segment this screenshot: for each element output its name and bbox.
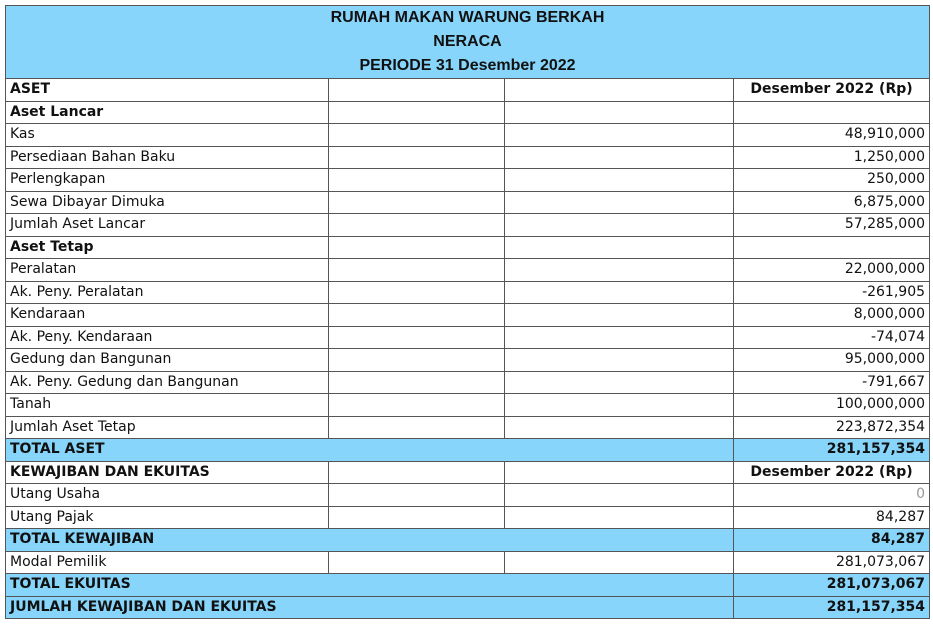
empty-cell[interactable] xyxy=(505,551,734,574)
empty-cell[interactable] xyxy=(329,349,505,372)
empty-cell[interactable] xyxy=(329,394,505,417)
row-value-cell[interactable]: 95,000,000 xyxy=(734,349,930,372)
empty-cell[interactable] xyxy=(505,304,734,327)
row-value-cell[interactable]: 57,285,000 xyxy=(734,214,930,237)
empty-cell[interactable] xyxy=(505,394,734,417)
title-row xyxy=(6,6,930,31)
empty-cell[interactable] xyxy=(505,506,734,529)
table-row xyxy=(6,349,930,372)
row-value-cell[interactable] xyxy=(734,236,930,259)
empty-cell[interactable] xyxy=(329,214,505,237)
row-label-cell[interactable]: Utang Pajak xyxy=(6,506,329,529)
table-row xyxy=(6,304,930,327)
row-label-cell[interactable]: Aset Tetap xyxy=(6,236,329,259)
empty-cell[interactable] xyxy=(329,461,505,484)
row-value-cell[interactable]: 6,875,000 xyxy=(734,191,930,214)
row-value-cell[interactable]: 22,000,000 xyxy=(734,259,930,282)
table-row xyxy=(6,169,930,192)
row-value-cell[interactable]: 281,073,067 xyxy=(734,551,930,574)
row-label-cell[interactable]: Ak. Peny. Kendaraan xyxy=(6,326,329,349)
table-row xyxy=(6,191,930,214)
total-row xyxy=(6,439,930,462)
empty-cell[interactable] xyxy=(505,349,734,372)
empty-cell[interactable] xyxy=(505,101,734,124)
section-row xyxy=(6,79,930,102)
empty-cell[interactable] xyxy=(505,214,734,237)
empty-cell[interactable] xyxy=(505,124,734,147)
row-value-cell[interactable]: 100,000,000 xyxy=(734,394,930,417)
row-value-cell[interactable]: 250,000 xyxy=(734,169,930,192)
empty-cell[interactable] xyxy=(505,236,734,259)
row-label-cell[interactable]: Jumlah Aset Lancar xyxy=(6,214,329,237)
total-row xyxy=(6,596,930,619)
total-row xyxy=(6,529,930,552)
table-row xyxy=(6,551,930,574)
row-label-cell[interactable]: Peralatan xyxy=(6,259,329,282)
row-value-cell[interactable]: -261,905 xyxy=(734,281,930,304)
empty-cell[interactable] xyxy=(505,326,734,349)
row-label-cell[interactable]: Ak. Peny. Gedung dan Bangunan xyxy=(6,371,329,394)
empty-cell[interactable] xyxy=(329,169,505,192)
title-row xyxy=(6,30,930,54)
empty-cell[interactable] xyxy=(329,484,505,507)
row-label-cell[interactable]: Persediaan Bahan Baku xyxy=(6,146,329,169)
row-label-cell[interactable]: ASET xyxy=(6,79,329,102)
table-row xyxy=(6,371,930,394)
table-row xyxy=(6,214,930,237)
empty-cell[interactable] xyxy=(329,506,505,529)
table-row xyxy=(6,394,930,417)
table-row xyxy=(6,416,930,439)
table-row xyxy=(6,124,930,147)
row-label-cell[interactable]: Kas xyxy=(6,124,329,147)
row-label-cell[interactable]: KEWAJIBAN DAN EKUITAS xyxy=(6,461,329,484)
empty-cell[interactable] xyxy=(505,416,734,439)
empty-cell[interactable] xyxy=(505,169,734,192)
row-value-cell[interactable]: 223,872,354 xyxy=(734,416,930,439)
row-value-cell[interactable]: 48,910,000 xyxy=(734,124,930,147)
row-value-cell[interactable]: Desember 2022 (Rp) xyxy=(734,461,930,484)
empty-cell[interactable] xyxy=(329,101,505,124)
empty-cell[interactable] xyxy=(329,551,505,574)
total-row xyxy=(6,574,930,597)
row-value-cell[interactable]: 0 xyxy=(734,484,930,507)
balance-sheet-table xyxy=(5,5,930,619)
empty-cell[interactable] xyxy=(505,371,734,394)
row-value-cell[interactable]: 8,000,000 xyxy=(734,304,930,327)
table-row xyxy=(6,259,930,282)
section-row xyxy=(6,101,930,124)
row-label-cell[interactable]: TOTAL KEWAJIBAN xyxy=(6,529,734,552)
row-label-cell[interactable]: TOTAL EKUITAS xyxy=(6,574,734,597)
empty-cell[interactable] xyxy=(329,304,505,327)
empty-cell[interactable] xyxy=(329,124,505,147)
row-value-cell[interactable]: 281,157,354 xyxy=(734,439,930,462)
title-row xyxy=(6,54,930,79)
empty-cell[interactable] xyxy=(329,146,505,169)
empty-cell[interactable] xyxy=(329,236,505,259)
row-label-cell[interactable]: Kendaraan xyxy=(6,304,329,327)
row-label-cell[interactable]: Utang Usaha xyxy=(6,484,329,507)
table-row xyxy=(6,326,930,349)
report-period: PERIODE 31 Desember 2022 xyxy=(6,54,930,79)
empty-cell[interactable] xyxy=(505,484,734,507)
empty-cell[interactable] xyxy=(505,259,734,282)
row-value-cell[interactable]: 1,250,000 xyxy=(734,146,930,169)
row-value-cell[interactable]: 84,287 xyxy=(734,506,930,529)
table-row xyxy=(6,146,930,169)
empty-cell[interactable] xyxy=(329,79,505,102)
empty-cell[interactable] xyxy=(329,259,505,282)
row-label-cell[interactable]: JUMLAH KEWAJIBAN DAN EKUITAS xyxy=(6,596,734,619)
row-label-cell[interactable]: Tanah xyxy=(6,394,329,417)
empty-cell[interactable] xyxy=(505,461,734,484)
empty-cell[interactable] xyxy=(505,191,734,214)
empty-cell[interactable] xyxy=(505,146,734,169)
row-label-cell[interactable]: Modal Pemilik xyxy=(6,551,329,574)
row-label-cell[interactable]: Ak. Peny. Peralatan xyxy=(6,281,329,304)
company-name: RUMAH MAKAN WARUNG BERKAH xyxy=(6,6,930,31)
empty-cell[interactable] xyxy=(329,281,505,304)
row-value-cell[interactable]: 281,157,354 xyxy=(734,596,930,619)
table-row xyxy=(6,484,930,507)
empty-cell[interactable] xyxy=(329,416,505,439)
report-title: NERACA xyxy=(6,30,930,54)
empty-cell[interactable] xyxy=(329,326,505,349)
row-label-cell[interactable]: Jumlah Aset Tetap xyxy=(6,416,329,439)
row-value-cell[interactable]: Desember 2022 (Rp) xyxy=(734,79,930,102)
row-label-cell[interactable]: Aset Lancar xyxy=(6,101,329,124)
row-label-cell[interactable]: Sewa Dibayar Dimuka xyxy=(6,191,329,214)
row-value-cell[interactable]: -74,074 xyxy=(734,326,930,349)
empty-cell[interactable] xyxy=(329,191,505,214)
section-row xyxy=(6,236,930,259)
row-label-cell[interactable]: Gedung dan Bangunan xyxy=(6,349,329,372)
row-value-cell[interactable]: -791,667 xyxy=(734,371,930,394)
row-value-cell[interactable] xyxy=(734,101,930,124)
table-row xyxy=(6,506,930,529)
table-row xyxy=(6,281,930,304)
row-label-cell[interactable]: Perlengkapan xyxy=(6,169,329,192)
row-value-cell[interactable]: 281,073,067 xyxy=(734,574,930,597)
empty-cell[interactable] xyxy=(505,281,734,304)
row-label-cell[interactable]: TOTAL ASET xyxy=(6,439,734,462)
empty-cell[interactable] xyxy=(329,371,505,394)
row-value-cell[interactable]: 84,287 xyxy=(734,529,930,552)
section-row xyxy=(6,461,930,484)
empty-cell[interactable] xyxy=(505,79,734,102)
